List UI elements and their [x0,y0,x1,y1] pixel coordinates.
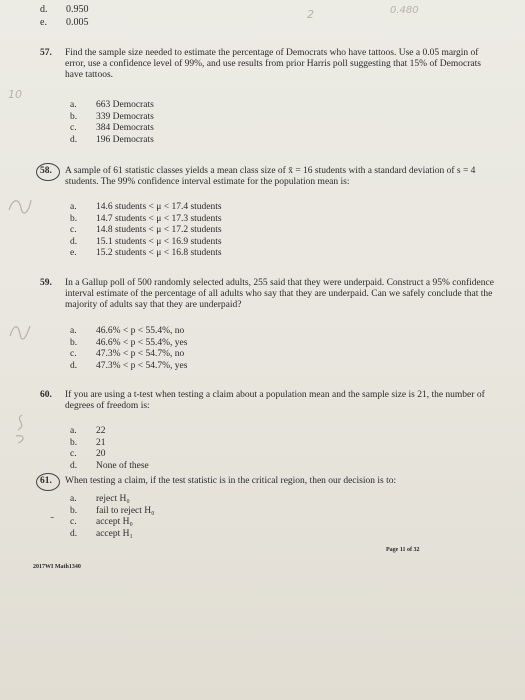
question-number: 57. [40,48,52,58]
handwritten-note: 2 [307,8,314,21]
option-letter: b. [70,337,78,348]
option-letter: d. [70,236,78,247]
option-text: 21 [96,437,106,448]
option-letter: e. [40,17,47,28]
option-letter: a. [70,494,77,504]
page-number: Page 11 of 32 [386,547,420,553]
option-letter: b. [70,213,78,224]
option-text: None of these [96,460,149,471]
option-text: accept H₀ [96,517,133,527]
option-text: 14.6 students < μ < 17.4 students [96,202,222,212]
option-letter: d. [70,528,78,539]
course-footer: 2017WI Math1340 [33,564,81,570]
question-number: 58. [40,166,52,176]
option-text: 384 Democrats [96,123,154,133]
option-text: 339 Democrats [96,111,154,122]
option-letter: d. [40,4,48,15]
option-text: 0.950 [66,4,89,15]
option-letter: b. [70,505,78,516]
question-number: 61. [40,476,52,486]
option-text: 47.3% < p < 54.7%, yes [96,360,188,371]
option-text: 15.2 students < μ < 16.8 students [96,248,222,258]
option-text: 14.7 students < μ < 17.3 students [96,213,222,224]
pencil-scribble-icon [5,190,35,220]
option-text: 22 [96,426,106,436]
question-text: In a Gallup poll of 500 randomly selected adults, 255 said that they were underpaid. Construct a 95% confidence interval estimate of the percentage of all adults who say that they are underpaid. Can we safely conclude that the majority of adults say that they are underpaid? [65,278,494,310]
option-letter: c. [70,123,77,133]
option-text: reject H₀ [96,494,130,504]
question-text: When testing a claim, if the test statistic is in the critical region, then our decision is to: [65,476,397,486]
option-letter: b. [70,111,78,122]
option-letter: c. [70,349,77,359]
handwritten-note: 0.480 [390,5,419,16]
option-letter: c. [70,449,77,459]
option-letter: b. [70,437,78,448]
option-text: 20 [96,449,106,459]
option-text: fail to reject H₀ [96,505,155,516]
question-text: A sample of 61 statistic classes yields a mean class size of x̄ = 16 students with a standard deviation of s = 4 students. The 99% confidence interval estimate for the population mean is: [65,166,476,187]
option-letter: e. [70,248,77,258]
option-letter: a. [70,426,77,436]
option-letter: a. [70,100,77,110]
option-letter: d. [70,360,78,371]
pencil-scribble-icon [6,318,34,344]
question-number: 59. [40,278,52,288]
handwritten-dash: - [50,510,55,524]
pencil-scribble-icon [10,412,34,446]
option-letter: c. [70,225,77,235]
option-letter: c. [70,517,77,527]
option-text: 15.1 students < μ < 16.9 students [96,236,222,247]
option-letter: a. [70,326,77,336]
pen-circle-mark [36,163,60,181]
option-text: 14.8 students < μ < 17.2 students [96,225,222,235]
option-text: 46.6% < p < 55.4%, yes [96,337,188,348]
option-letter: a. [70,202,77,212]
pen-circle-mark [36,473,60,491]
option-text: 663 Democrats [96,100,154,110]
question-text: If you are using a t-test when testing a claim about a population mean and the sample size is 21, the number of degrees of freedom is: [65,390,485,411]
option-text: 0.005 [66,17,89,28]
option-letter: d. [70,134,78,145]
question-number: 60. [40,390,52,400]
option-text: accept H₁ [96,528,133,539]
question-text: Find the sample size needed to estimate the percentage of Democrats who have tattoos. Use a 0.05 margin of error, use a confidence level of 99%, and use results from prior Harris poll suggesting that 15% of Democrats have tattoos. [65,48,481,80]
option-text: 196 Democrats [96,134,154,145]
handwritten-note: 10 [8,88,22,101]
option-letter: d. [70,460,78,471]
option-text: 46.6% < p < 55.4%, no [96,326,185,336]
option-text: 47.3% < p < 54.7%, no [96,349,185,359]
